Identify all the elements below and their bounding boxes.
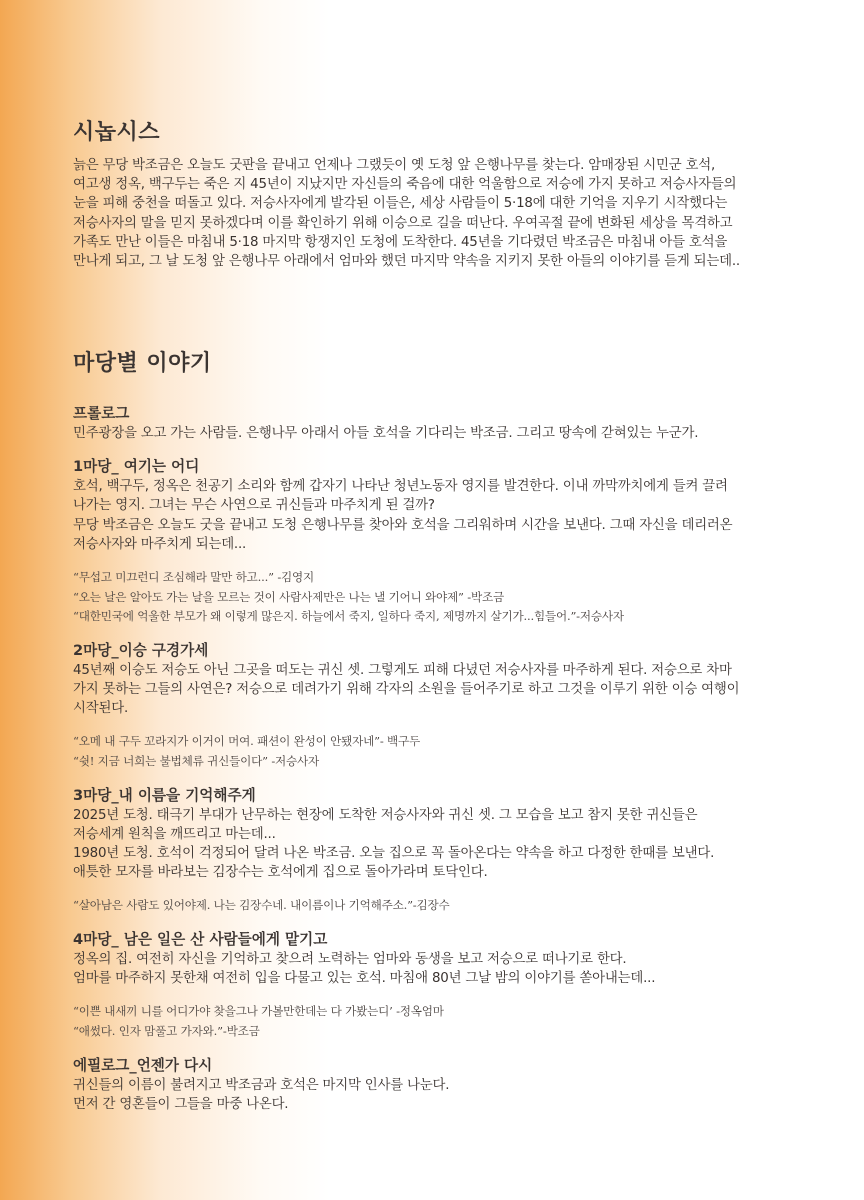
scene-line: 먼저 간 영혼들이 그들을 마중 나온다. <box>73 1096 289 1112</box>
synopsis-line: 가족도 만난 이들은 마침내 5·18 마지막 항쟁지인 도청에 도착한다. 45년을 기다렸던 박조금은 마침내 아들 호석을 <box>73 234 728 250</box>
scene-line: 시작된다. <box>73 701 128 717</box>
synopsis-line: 여고생 정옥, 백구두는 죽은 지 45년이 지났지만 자신들의 죽음에 대한 억울함으로 저승에 가지 못하고 저승사자들의 <box>73 177 737 193</box>
quote: “이쁜 내새끼 니를 어디가야 찾을그나 가볼만한데는 다 가봤는디’ -정옥엄마 <box>73 1004 444 1019</box>
scene-madang-2 <box>73 641 803 772</box>
synopsis-heading: 시놉시스 <box>73 120 161 145</box>
quote: “애썼다. 인자 맘풀고 가자와.”-박조금 <box>73 1024 260 1038</box>
scene-line: 2025년 도청. 태극기 부대가 난무하는 현장에 도착한 저승사자와 귀신 셋. 그 모습을 보고 참지 못한 귀신들은 <box>73 807 698 823</box>
synopsis-line: 저승사자의 말을 믿지 못하겠다며 이를 확인하기 위해 이승으로 길을 떠난다. 우여곡절 끝에 변화된 세상을 목격하고 <box>73 215 733 231</box>
scene-line: 저승세계 원칙을 깨뜨리고 마는데... <box>73 826 276 842</box>
scene-madang-3 <box>73 786 803 916</box>
scenes-heading: 마당별 이야기 <box>73 351 212 376</box>
scene-line: 저승사자와 마주치게 되는데... <box>73 536 247 552</box>
scene-title: 2마당_이승 구경가세 <box>73 641 209 659</box>
scene-title: 1마당_ 여기는 어디 <box>73 458 200 476</box>
scene-quotes <box>73 732 803 771</box>
quote: “살아남은 사람도 있어야제. 나는 김장수네. 내이름이나 기억해주소.”-김장수 <box>73 898 450 913</box>
scene-epilogue <box>73 1056 803 1114</box>
scene-line: 가지 못하는 그들의 사연은? 저승으로 데려가기 위해 각자의 소원을 들어주기로 하고 그것을 이루기 위한 이승 여행이 <box>73 682 740 697</box>
scene-quotes <box>73 568 803 627</box>
scene-line: 호석, 백구두, 정옥은 천공기 소리와 함께 갑자기 나타난 청년노동자 영지를 발견한다. 이내 까막까치에게 들켜 끌려 <box>73 479 728 495</box>
scene-title: 에필로그_언젠가 다시 <box>73 1056 213 1074</box>
scene-quotes <box>73 1002 803 1041</box>
quote: “쉿! 지금 너희는 불법체류 귀신들이다” -저승사자 <box>73 754 320 768</box>
scene-title: 프롤로그 <box>73 405 130 422</box>
scene-list <box>73 404 803 1128</box>
synopsis-line: 만나게 되고, 그 날 도청 앞 은행나무 아래에서 엄마와 했던 마지막 약속을 지키지 못한 아들의 이야기를 듣게 되는데.. <box>73 254 740 270</box>
synopsis-text <box>73 156 740 271</box>
scene-line: 엄마를 마주하지 못한채 여전히 입을 다물고 있는 호석. 마침애 80년 그날 밤의 이야기를 쏟아내는데... <box>73 971 656 987</box>
scene-prologue <box>73 404 803 443</box>
scene-madang-1 <box>73 457 803 627</box>
scene-line: 45년째 이승도 저승도 아닌 그곳을 떠도는 귀신 셋. 그렇게도 피해 다녔던 저승사자를 마주하게 된다. 저승으로 차마 <box>73 662 732 678</box>
scene-quotes <box>73 896 803 916</box>
quote: “오메 내 구두 꼬라지가 이거이 머여. 패션이 완성이 안됐자네”- 백구두 <box>73 734 421 749</box>
scene-line: 귀신들의 이름이 불려지고 박조금과 호석은 마지막 인사를 나눈다. <box>73 1077 450 1093</box>
synopsis-line: 눈을 피해 중천을 떠돌고 있다. 저승사자에게 발각된 이들은, 세상 사람들이 5·18에 대한 기억을 지우기 시작했다는 <box>73 196 728 212</box>
scene-line: 나가는 영지. 그녀는 무슨 사연으로 귀신들과 마주치게 된 걸까? <box>73 498 435 514</box>
scene-line: 민주광장을 오고 가는 사람들. 은행나무 아래서 아들 호석을 기다리는 박조금. 그리고 땅속에 갇혀있는 누군가. <box>73 426 699 441</box>
scene-title: 4마당_ 남은 일은 산 사람들에게 맡기고 <box>73 931 328 948</box>
scene-madang-4 <box>73 930 803 1042</box>
quote: “대한민국에 억울한 부모가 왜 이렇게 많은지. 하늘에서 죽지, 일하다 죽지, 제명까지 살기가...힘들어.”-저승사자 <box>73 609 624 624</box>
scene-line: 애틋한 모자를 바라보는 김장수는 호석에게 집으로 돌아가라며 토닥인다. <box>73 865 488 881</box>
quote: “무섭고 미끄런디 조심해라 말만 하고...” -김영지 <box>73 570 315 585</box>
synopsis-line: 늙은 무당 박조금은 오늘도 굿판을 끝내고 언제나 그랬듯이 옛 도청 앞 은행나무를 찾는다. 암매장된 시민군 호석, <box>73 158 716 173</box>
scene-line: 무당 박조금은 오늘도 굿을 끝내고 도청 은행나무를 찾아와 호석을 그리워하며 시간을 보낸다. 그때 자신을 데리러온 <box>73 517 733 533</box>
scene-line: 1980년 도청. 호석이 걱정되어 달려 나온 박조금. 오늘 집으로 꼭 돌아온다는 약속을 하고 다정한 한때를 보낸다. <box>73 846 715 861</box>
quote: “오는 날은 알아도 가는 날을 모르는 것이 사람사제만은 나는 낼 기어니 와야제” -박조금 <box>73 589 504 604</box>
scene-title: 3마당_내 이름을 기억해주게 <box>73 786 256 804</box>
scene-line: 정옥의 집. 여전히 자신을 기억하고 찾으려 노력하는 엄마와 동생을 보고 저승으로 떠나기로 한다. <box>73 952 627 967</box>
